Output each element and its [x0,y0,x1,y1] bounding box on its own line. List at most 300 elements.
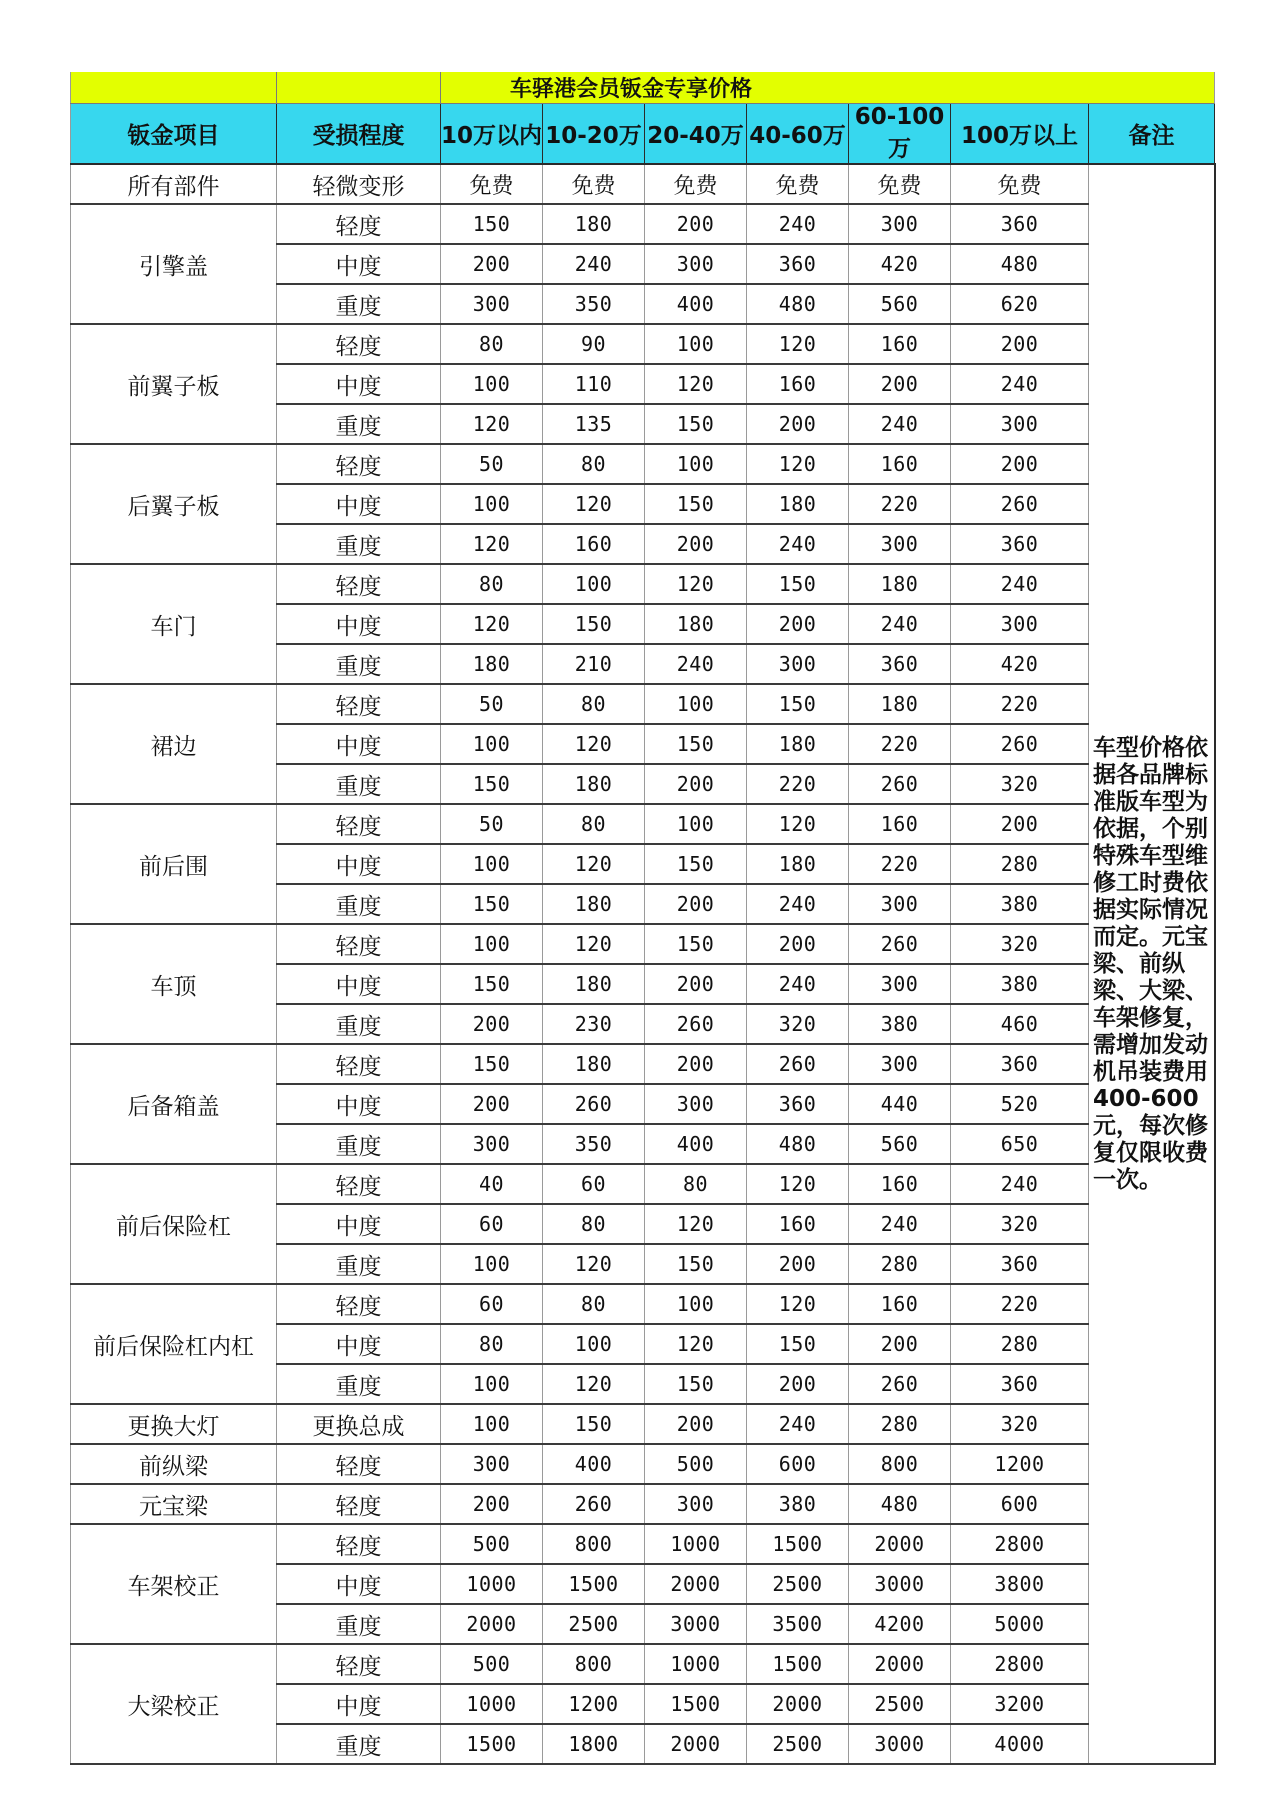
price-cell: 220 [747,764,849,804]
price-cell: 120 [747,1164,849,1204]
price-cell: 500 [441,1524,543,1564]
damage-level-cell: 轻度 [277,204,441,244]
table-row [71,1644,1215,1684]
damage-level-cell: 重度 [277,284,441,324]
price-cell: 180 [747,484,849,524]
price-cell: 3000 [849,1724,951,1764]
price-cell: 240 [951,1164,1089,1204]
damage-level-cell: 中度 [277,1564,441,1604]
damage-level-cell: 轻度 [277,804,441,844]
price-cell: 400 [543,1444,645,1484]
price-cell: 160 [849,444,951,484]
column-header: 钣金项目 [71,104,277,165]
column-header: 20-40万 [645,104,747,165]
price-cell: 100 [645,684,747,724]
price-cell: 80 [441,564,543,604]
price-cell: 100 [645,1284,747,1324]
price-cell: 150 [543,604,645,644]
damage-level-cell: 轻度 [277,1284,441,1324]
damage-level-cell: 中度 [277,604,441,644]
repair-item-cell: 后翼子板 [71,444,277,564]
price-cell: 2800 [951,1524,1089,1564]
price-cell: 150 [543,1404,645,1444]
price-cell: 4200 [849,1604,951,1644]
title-row [71,72,1215,104]
price-cell: 300 [951,604,1089,644]
damage-level-cell: 中度 [277,724,441,764]
price-cell: 120 [543,924,645,964]
price-cell: 100 [645,804,747,844]
damage-level-cell: 轻微变形 [277,164,441,204]
price-cell: 300 [645,1084,747,1124]
column-header: 10-20万 [543,104,645,165]
price-cell: 560 [849,1124,951,1164]
price-cell: 240 [747,524,849,564]
price-cell: 300 [441,1124,543,1164]
damage-level-cell: 轻度 [277,1524,441,1564]
table-row [71,1044,1215,1084]
price-cell: 320 [951,924,1089,964]
price-cell: 3200 [951,1684,1089,1724]
price-cell: 100 [441,724,543,764]
price-cell: 80 [441,324,543,364]
price-cell: 120 [747,324,849,364]
table-row [71,564,1215,604]
price-cell: 120 [747,1284,849,1324]
price-cell: 100 [645,324,747,364]
price-cell: 1200 [543,1684,645,1724]
damage-level-cell: 轻度 [277,444,441,484]
price-cell: 440 [849,1084,951,1124]
price-cell: 3000 [849,1564,951,1604]
price-cell: 200 [645,1044,747,1084]
table-row [71,204,1215,244]
price-cell: 100 [441,364,543,404]
price-cell: 260 [747,1044,849,1084]
price-cell: 100 [543,564,645,604]
price-cell: 180 [543,204,645,244]
price-cell: 60 [441,1284,543,1324]
price-cell: 120 [441,524,543,564]
price-cell: 200 [441,1484,543,1524]
price-cell: 320 [951,1204,1089,1244]
price-cell: 240 [543,244,645,284]
price-cell: 240 [747,1404,849,1444]
price-cell: 120 [543,1244,645,1284]
price-cell: 230 [543,1004,645,1044]
column-header: 40-60万 [747,104,849,165]
damage-level-cell: 轻度 [277,1484,441,1524]
damage-level-cell: 中度 [277,964,441,1004]
price-cell: 300 [441,1444,543,1484]
price-cell: 800 [543,1524,645,1564]
damage-level-cell: 重度 [277,644,441,684]
table-row [71,1524,1215,1564]
damage-level-cell: 中度 [277,1684,441,1724]
damage-level-cell: 轻度 [277,1444,441,1484]
damage-level-cell: 中度 [277,1324,441,1364]
price-cell: 300 [849,964,951,1004]
price-cell: 180 [645,604,747,644]
price-cell: 110 [543,364,645,404]
price-cell: 50 [441,684,543,724]
price-cell: 100 [441,1364,543,1404]
price-cell: 200 [645,1404,747,1444]
table-row [71,1404,1215,1444]
price-cell: 120 [645,1324,747,1364]
price-cell: 160 [747,1204,849,1244]
repair-item-cell: 车门 [71,564,277,684]
damage-level-cell: 重度 [277,1364,441,1404]
table-row [71,324,1215,364]
price-cell: 80 [543,684,645,724]
price-cell: 300 [441,284,543,324]
price-cell: 120 [543,724,645,764]
repair-item-cell: 元宝梁 [71,1484,277,1524]
price-cell: 200 [441,1004,543,1044]
price-cell: 160 [849,804,951,844]
price-cell: 200 [849,364,951,404]
damage-level-cell: 中度 [277,484,441,524]
price-cell: 280 [849,1244,951,1284]
title-blank-cell [277,72,441,104]
price-cell: 280 [951,1324,1089,1364]
price-cell: 免费 [441,164,543,204]
table-row [71,1484,1215,1524]
price-cell: 1500 [441,1724,543,1764]
price-cell: 480 [747,1124,849,1164]
price-cell: 300 [645,1484,747,1524]
price-cell: 200 [747,604,849,644]
damage-level-cell: 重度 [277,404,441,444]
price-cell: 2000 [747,1684,849,1724]
price-cell: 100 [645,444,747,484]
price-cell: 120 [645,1204,747,1244]
price-cell: 2500 [543,1604,645,1644]
price-cell: 180 [543,964,645,1004]
price-cell: 200 [951,324,1089,364]
price-cell: 3800 [951,1564,1089,1604]
price-cell: 120 [543,484,645,524]
price-cell: 160 [849,1164,951,1204]
repair-item-cell: 车顶 [71,924,277,1044]
damage-level-cell: 轻度 [277,684,441,724]
damage-level-cell: 中度 [277,244,441,284]
damage-level-cell: 重度 [277,1604,441,1644]
price-cell: 200 [849,1324,951,1364]
repair-item-cell: 更换大灯 [71,1404,277,1444]
price-cell: 260 [543,1084,645,1124]
column-header: 受损程度 [277,104,441,165]
repair-item-cell: 引擎盖 [71,204,277,324]
price-cell: 420 [951,644,1089,684]
price-cell: 120 [441,404,543,444]
damage-level-cell: 重度 [277,884,441,924]
price-cell: 80 [441,1324,543,1364]
price-cell: 150 [441,964,543,1004]
price-cell: 200 [747,1364,849,1404]
price-cell: 150 [441,204,543,244]
price-cell: 150 [441,764,543,804]
price-cell: 300 [951,404,1089,444]
repair-item-cell: 后备箱盖 [71,1044,277,1164]
price-cell: 2000 [849,1644,951,1684]
price-cell: 260 [849,764,951,804]
repair-item-cell: 前纵梁 [71,1444,277,1484]
price-cell: 1500 [645,1684,747,1724]
price-cell: 200 [747,924,849,964]
price-cell: 560 [849,284,951,324]
damage-level-cell: 轻度 [277,1644,441,1684]
price-cell: 380 [849,1004,951,1044]
price-cell: 360 [849,644,951,684]
price-cell: 200 [645,764,747,804]
price-cell: 120 [645,564,747,604]
price-cell: 240 [747,964,849,1004]
price-cell: 100 [441,844,543,884]
price-cell: 1000 [645,1524,747,1564]
price-cell: 620 [951,284,1089,324]
repair-item-cell: 前翼子板 [71,324,277,444]
damage-level-cell: 重度 [277,1244,441,1284]
price-cell: 120 [645,364,747,404]
repair-item-cell: 前后保险杠内杠 [71,1284,277,1404]
price-cell: 1500 [747,1524,849,1564]
price-cell: 1200 [951,1444,1089,1484]
price-cell: 80 [543,444,645,484]
price-cell: 200 [441,1084,543,1124]
price-cell: 320 [951,764,1089,804]
price-cell: 100 [441,484,543,524]
table-row [71,1164,1215,1204]
price-cell: 260 [951,724,1089,764]
price-cell: 380 [951,964,1089,1004]
price-cell: 360 [747,1084,849,1124]
price-cell: 200 [645,964,747,1004]
price-cell: 1500 [543,1564,645,1604]
damage-level-cell: 轻度 [277,324,441,364]
price-cell: 180 [747,844,849,884]
repair-item-cell: 前后保险杠 [71,1164,277,1284]
price-cell: 150 [645,484,747,524]
price-cell: 240 [951,564,1089,604]
price-cell: 260 [645,1004,747,1044]
price-cell: 220 [849,484,951,524]
price-cell: 240 [951,364,1089,404]
damage-level-cell: 轻度 [277,564,441,604]
price-cell: 300 [849,524,951,564]
price-cell: 380 [951,884,1089,924]
damage-level-cell: 重度 [277,524,441,564]
column-header: 10万以内 [441,104,543,165]
price-cell: 4000 [951,1724,1089,1764]
damage-level-cell: 更换总成 [277,1404,441,1444]
table-row [71,804,1215,844]
price-cell: 500 [645,1444,747,1484]
price-cell: 120 [543,1364,645,1404]
price-cell: 1500 [747,1644,849,1684]
price-cell: 320 [951,1404,1089,1444]
price-cell: 400 [645,284,747,324]
price-cell: 240 [849,1204,951,1244]
price-cell: 免费 [849,164,951,204]
price-cell: 150 [645,1364,747,1404]
column-header: 100万以上 [951,104,1089,165]
price-cell: 90 [543,324,645,364]
damage-level-cell: 重度 [277,1124,441,1164]
price-cell: 150 [645,1244,747,1284]
remark-text: 车型价格依据各品牌标准版车型为依据，个别特殊车型维修工时费依据实际情况而定。元宝梁、前纵梁、大梁、车架修复，需增加发动机吊装费用400-600元，每次修复仅限收费一次。 [1093,734,1208,1193]
repair-item-cell: 所有部件 [71,164,277,204]
price-cell: 200 [951,444,1089,484]
price-cell: 800 [543,1644,645,1684]
price-cell: 2000 [645,1724,747,1764]
price-cell: 280 [849,1404,951,1444]
price-cell: 2000 [849,1524,951,1564]
price-cell: 120 [441,604,543,644]
price-cell: 800 [849,1444,951,1484]
price-cell: 免费 [645,164,747,204]
column-header: 60-100万 [849,104,951,165]
price-cell: 180 [543,884,645,924]
price-cell: 240 [849,404,951,444]
price-cell: 1000 [441,1684,543,1724]
price-cell: 300 [849,204,951,244]
price-cell: 520 [951,1084,1089,1124]
price-cell: 2000 [645,1564,747,1604]
price-cell: 200 [747,404,849,444]
price-cell: 150 [747,1324,849,1364]
price-cell: 150 [747,684,849,724]
price-cell: 300 [747,644,849,684]
table-row [71,164,1215,204]
price-cell: 260 [849,1364,951,1404]
price-table [70,72,1216,1765]
price-cell: 80 [543,804,645,844]
price-cell: 5000 [951,1604,1089,1644]
price-cell: 350 [543,1124,645,1164]
price-cell: 120 [543,844,645,884]
remark-cell [1089,164,1215,1764]
price-cell: 180 [543,1044,645,1084]
price-sheet [70,72,1216,1765]
price-cell: 240 [747,204,849,244]
price-cell: 210 [543,644,645,684]
price-cell: 120 [747,804,849,844]
header-row [71,104,1215,165]
price-cell: 480 [747,284,849,324]
price-cell: 免费 [543,164,645,204]
price-cell: 3000 [645,1604,747,1644]
price-cell: 2000 [441,1604,543,1644]
price-cell: 350 [543,284,645,324]
damage-level-cell: 中度 [277,364,441,404]
price-cell: 300 [849,1044,951,1084]
price-cell: 180 [543,764,645,804]
price-cell: 150 [441,1044,543,1084]
price-cell: 1800 [543,1724,645,1764]
price-cell: 100 [441,1244,543,1284]
price-cell: 360 [747,244,849,284]
price-cell: 100 [441,1404,543,1444]
price-cell: 60 [441,1204,543,1244]
price-cell: 50 [441,444,543,484]
damage-level-cell: 轻度 [277,1044,441,1084]
price-cell: 500 [441,1644,543,1684]
price-cell: 150 [645,724,747,764]
price-cell: 420 [849,244,951,284]
price-cell: 200 [441,244,543,284]
table-row [71,444,1215,484]
price-cell: 2500 [747,1724,849,1764]
price-cell: 180 [849,684,951,724]
price-cell: 360 [951,1044,1089,1084]
price-cell: 220 [951,1284,1089,1324]
price-cell: 50 [441,804,543,844]
title-blank-cell [71,72,277,104]
repair-item-cell: 裙边 [71,684,277,804]
price-cell: 150 [645,404,747,444]
price-cell: 280 [951,844,1089,884]
price-cell: 2800 [951,1644,1089,1684]
price-cell: 100 [441,924,543,964]
price-cell: 150 [747,564,849,604]
price-cell: 260 [849,924,951,964]
price-cell: 220 [951,684,1089,724]
damage-level-cell: 重度 [277,1724,441,1764]
price-cell: 480 [951,244,1089,284]
repair-item-cell: 大梁校正 [71,1644,277,1764]
price-cell: 200 [951,804,1089,844]
price-cell: 80 [543,1204,645,1244]
price-cell: 200 [747,1244,849,1284]
damage-level-cell: 重度 [277,1004,441,1044]
price-cell: 240 [849,604,951,644]
table-row [71,684,1215,724]
price-cell: 1000 [441,1564,543,1604]
price-cell: 180 [441,644,543,684]
price-cell: 2500 [849,1684,951,1724]
price-cell: 1000 [645,1644,747,1684]
price-cell: 180 [747,724,849,764]
price-cell: 135 [543,404,645,444]
table-row [71,1284,1215,1324]
price-cell: 600 [951,1484,1089,1524]
price-cell: 2500 [747,1564,849,1604]
price-cell: 650 [951,1124,1089,1164]
price-cell: 150 [645,844,747,884]
price-cell: 220 [849,844,951,884]
price-cell: 80 [543,1284,645,1324]
price-cell: 150 [645,924,747,964]
table-row [71,924,1215,964]
price-cell: 460 [951,1004,1089,1044]
price-cell: 400 [645,1124,747,1164]
price-cell: 3500 [747,1604,849,1644]
damage-level-cell: 中度 [277,844,441,884]
price-cell: 300 [645,244,747,284]
price-cell: 200 [645,884,747,924]
price-cell: 40 [441,1164,543,1204]
price-cell: 160 [849,324,951,364]
price-cell: 360 [951,524,1089,564]
sheet-title: 车驿港会员钣金专享价格 [441,72,1215,104]
damage-level-cell: 轻度 [277,924,441,964]
price-cell: 360 [951,1244,1089,1284]
price-cell: 80 [645,1164,747,1204]
price-cell: 免费 [951,164,1089,204]
damage-level-cell: 中度 [277,1204,441,1244]
